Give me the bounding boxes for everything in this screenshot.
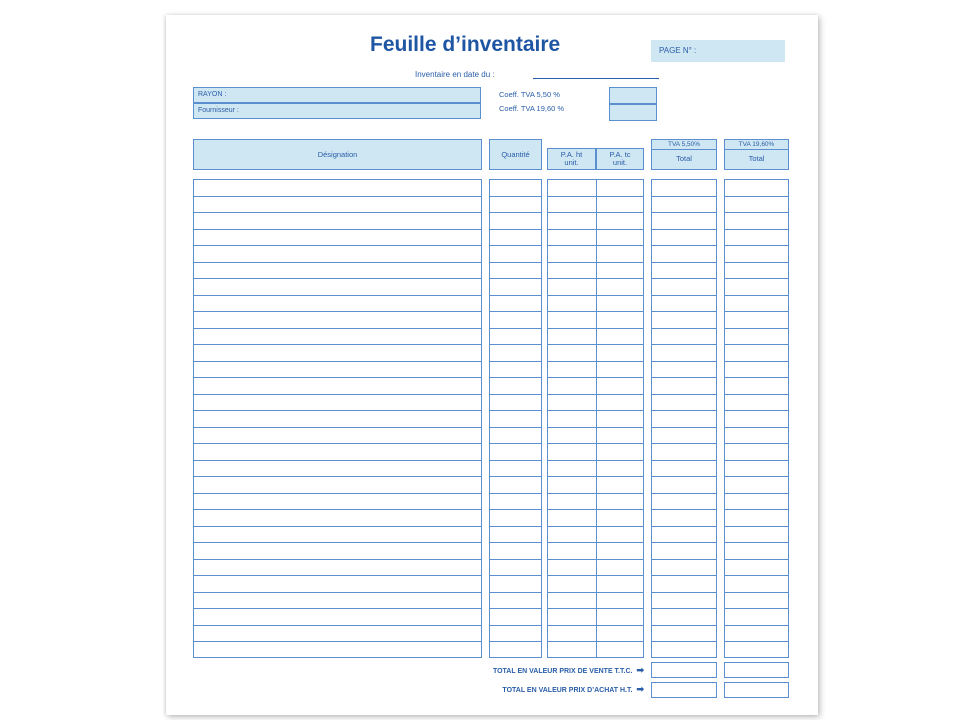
pa-ht-header: P.A. ht unit. <box>547 148 596 170</box>
fournisseur-field[interactable]: Fournisseur : <box>193 103 481 119</box>
page-title: Feuille d’inventaire <box>370 33 561 56</box>
total-vente-tva-5-box[interactable] <box>651 662 717 678</box>
coeff-tva-5-label: Coeff. TVA 5,50 % <box>499 90 560 99</box>
total-achat-label <box>420 684 644 695</box>
tva-5-label: TVA 5,50% <box>652 140 716 150</box>
designation-header: Désignation <box>193 139 482 170</box>
pa-tc-header: P.A. tc unit. <box>596 148 644 170</box>
total-vente-label <box>420 665 644 676</box>
coeff-tva-19-label: Coeff. TVA 19,60 % <box>499 104 565 113</box>
tva-19-label: TVA 19,60% <box>725 140 788 150</box>
page-number-field[interactable]: PAGE N° : <box>651 40 785 62</box>
date-label: Inventaire en date du : <box>415 70 495 79</box>
tva-5-total-label: Total <box>676 154 692 163</box>
arrow-right-icon: ➡ <box>636 684 644 694</box>
tva-19-total-label: Total <box>748 154 765 163</box>
quantite-header: Quantité <box>489 139 542 170</box>
rayon-field[interactable]: RAYON : <box>193 87 481 103</box>
total-vente-tva-19-box[interactable] <box>724 662 789 678</box>
total-vente-text: TOTAL EN VALEUR PRIX DE VENTE T.T.C. <box>492 668 633 675</box>
total-achat-text: TOTAL EN VALEUR PRIX D’ACHAT H.T. <box>502 687 633 694</box>
total-achat-tva-5-box[interactable] <box>651 682 717 698</box>
arrow-right-icon: ➡ <box>636 665 644 675</box>
total-achat-tva-19-box[interactable] <box>724 682 789 698</box>
